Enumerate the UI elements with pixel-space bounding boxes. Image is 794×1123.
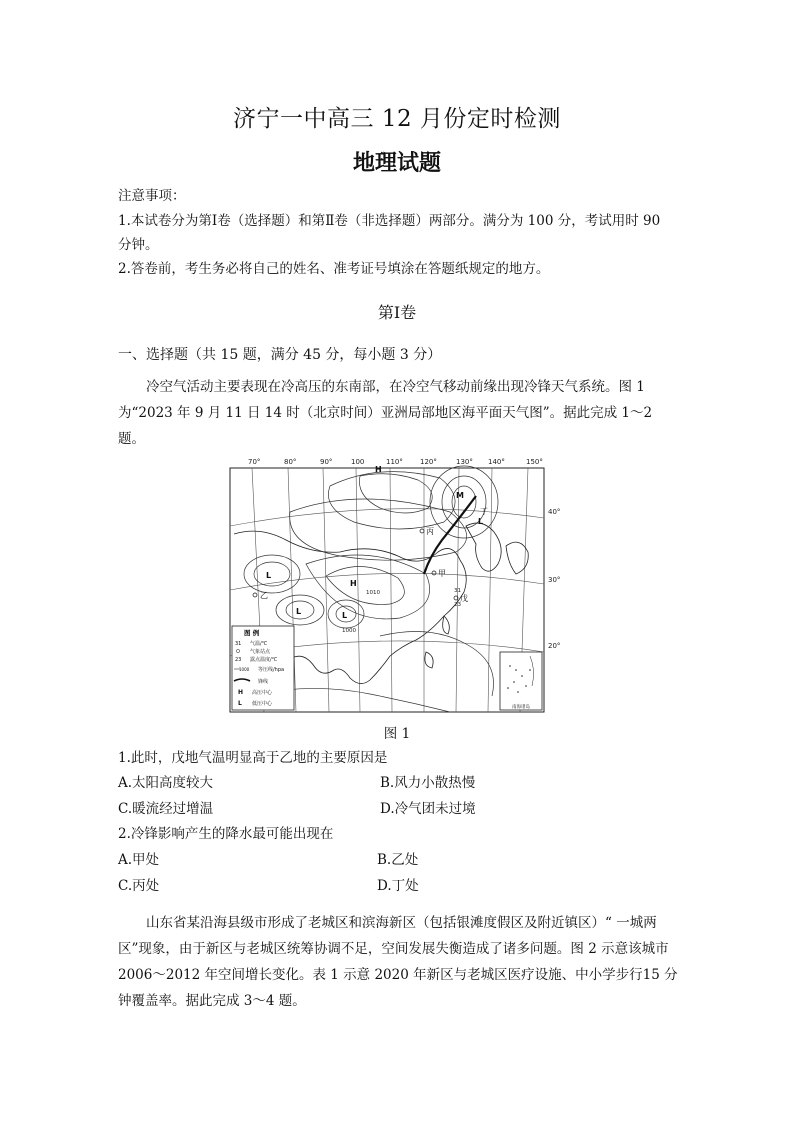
lon-label: 70° [248,458,261,466]
legend-item: 高压中心 [252,690,273,696]
lon-label: 80° [284,458,297,466]
q1-option-c[interactable]: C.暖流经过增温 [118,801,214,817]
lon-label: 100 [351,458,365,466]
legend-item: 等压线/hpa [258,667,285,673]
place-jia: 甲 [438,569,446,578]
section-heading: 一、选择题（共 15 题，满分 45 分，每小题 3 分） [118,347,442,363]
legend-item: 气象站点 [250,649,271,655]
place-yi: 乙 [260,591,268,600]
low-pressure-center: L [266,571,272,580]
lon-label: 140° [488,458,505,466]
notice-item-2: 2.答卷前，考生务必将自己的姓名、准考证号填涂在答题纸规定的地方。 [118,261,550,277]
figure-caption: 图 1 [383,726,411,742]
legend-dew-sample: 23 [235,657,242,663]
weather-map-svg [230,456,561,714]
legend-item: 低压中心 [252,701,273,707]
pressure-center-m: M [456,491,464,500]
q2-option-c[interactable]: C.丙处 [118,878,160,894]
low-pressure-center: L [478,517,484,526]
notice-heading: 注意事项： [118,188,186,204]
volume-title: 第Ⅰ卷 [377,303,417,322]
legend-item: 露点温度/℃ [250,657,278,663]
q1-option-a[interactable]: A.太阳高度较大 [118,775,214,791]
low-pressure-center: L [296,607,302,616]
notice-item-1-cont: 分钟。 [118,237,159,253]
place-ding: 丁 [480,507,488,516]
legend-high-symbol: H [238,689,244,696]
notice-item-1: 1.本试卷分为第Ⅰ卷（选择题）和第Ⅱ卷（非选择题）两部分。满分为 100 分，考试用时 90 [118,213,661,229]
page-title: 济宁一中高三 12 月份定时检测 [233,106,561,132]
legend-isobar-sample: 1000 [239,667,250,672]
lat-label: 40° [548,508,561,516]
isobar-value: 1010 [366,590,380,596]
q2-option-d[interactable]: D.丁处 [377,878,419,894]
lon-label: 110° [386,458,403,466]
station-dew: 23 [454,602,461,608]
legend-title: 图 例 [244,629,260,637]
lon-label: 150° [526,458,543,466]
lon-label: 120° [420,458,437,466]
lat-label: 30° [548,576,561,584]
question-stem-1-2: 冷空气活动主要表现在冷高压的东南部，在冷空气移动前缘出现冷锋天气系统。图 1 为“2023 年 9 月 11 日 14 时（北京时间）亚洲局部地区海平面天气图”。据此完成 1～2 题。 [118,379,653,447]
legend-item: 锋线 [258,679,269,685]
low-pressure-center: L [342,611,348,620]
q2-option-a[interactable]: A.甲处 [118,852,160,868]
high-pressure-center: H [350,579,357,588]
place-bing: 丙 [426,527,434,536]
isobar-value: 1000 [342,628,356,634]
page-subtitle: 地理试题 [352,151,441,176]
lon-label: 90° [320,458,333,466]
legend-low-symbol: L [238,700,242,707]
question-stem-3-4: 山东省某沿海县级市形成了老城区和滨海新区（包括银滩度假区及附近镇区）“ 一城两区”现象，由于新区与老城区统筹协调不足，空间发展失衡造成了诸多问题。图 2 示意该城市 2006～2012 年空间增长变化。表 1 示意 2020 年新区与老城区医疗设施、中小学步行15 分钟覆盖率。据此完成 3～4 题。 [118,915,678,1009]
map-legend [232,626,294,710]
q1-option-b[interactable]: B.风力小散热慢 [380,775,476,791]
station-temp: 31 [454,588,461,594]
high-pressure-center: H [375,465,382,474]
question-2-stem: 2.冷锋影响产生的降水最可能出现在 [118,826,334,842]
lat-label: 20° [548,642,561,650]
lon-label: 130° [456,458,473,466]
place-wu: 戊 [460,594,468,603]
legend-item: 气温/℃ [250,641,268,647]
question-1-stem: 1.此时，戊地气温明显高于乙地的主要原因是 [118,750,388,766]
weather-map-figure [230,456,561,714]
south-china-sea-inset [500,652,542,710]
inset-label: 南海诸岛 [512,705,530,710]
q1-option-d[interactable]: D.冷气团未过境 [380,801,476,817]
legend-temp-sample: 31 [235,641,242,647]
q2-option-b[interactable]: B.乙处 [377,852,419,868]
